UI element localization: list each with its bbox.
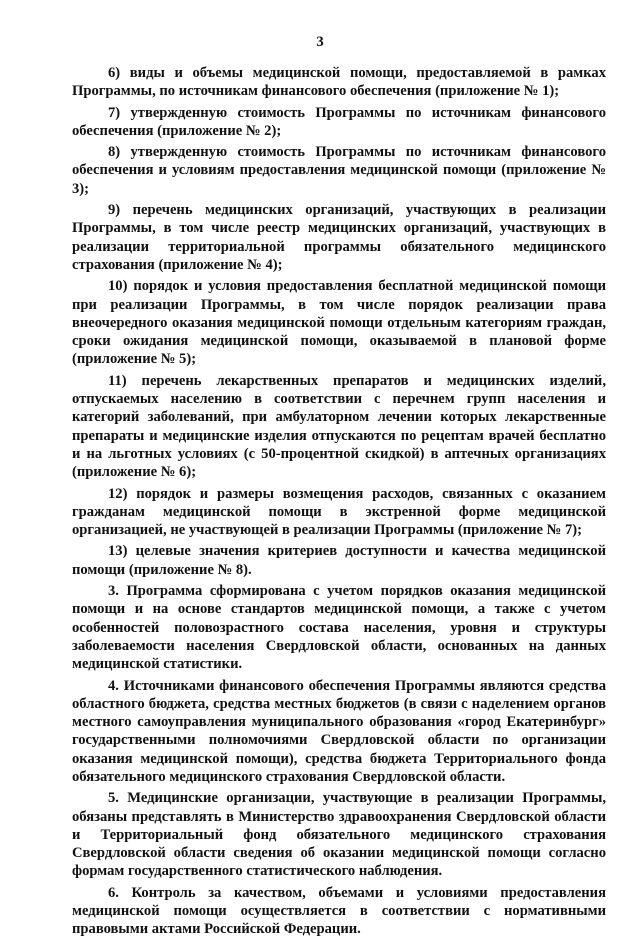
paragraph-item-9: 9) перечень медицинских организаций, участвующих в реализации Программы, в том числе реестр медицинских организаций, участвующих в реализации территориальной программы обязательного медицинского страхования (приложение № 4); — [72, 202, 606, 273]
paragraph-item-10: 10) порядок и условия предоставления бесплатной медицинской помощи при реализации Программы, в том числе порядок реализации права внеочередного оказания медицинской помощи отдельным категориям граждан, сроки ожидания медицинской помощи, оказываемой в плановой форме (приложение № 5); — [72, 278, 606, 368]
paragraph-section-4: 4. Источниками финансового обеспечения Программы являются средства областного бюджета, средства местных бюджетов (в связи с наделением органов местного самоуправления муниципального образования «город Екатеринбург» государственными полномочиями Свердловской области по организации оказания медицинской помощи), средства бюджета Территориального фонда обязательного медицинского страхования Свердловской области. — [72, 677, 606, 785]
paragraph-item-8: 8) утвержденную стоимость Программы по источникам финансового обеспечения и условиям предоставления медицинской помощи (приложение № 3); — [72, 144, 606, 197]
document-body — [72, 64, 606, 942]
paragraph-item-13: 13) целевые значения критериев доступности и качества медицинской помощи (приложение № 8). — [72, 543, 606, 578]
paragraph-item-11: 11) перечень лекарственных препаратов и медицинских изделий, отпускаемых населению в соответствии с перечнем групп населения и категорий заболеваний, при амбулаторном лечении которых лекарственные препараты и медицинские изделия отпускаются по рецептам врачей бесплатно и на льготных условиях (с 50-процентной скидкой) в аптечных организациях (приложение № 6); — [72, 372, 606, 481]
page-number: 3 — [316, 34, 324, 50]
paragraph-item-12: 12) порядок и размеры возмещения расходов, связанных с оказанием гражданам медицинской помощи в экстренной форме медицинской организацией, не участвующей в реализации Программы (приложение № 7); — [72, 485, 606, 539]
paragraph-item-6: 6) виды и объемы медицинской помощи, предоставляемой в рамках Программы, по источникам финансового обеспечения (приложение № 1); — [72, 65, 606, 100]
paragraph-section-5: 5. Медицинские организации, участвующие в реализации Программы, обязаны представлять в Министерство здравоохранения Свердловской области и Территориальный фонд обязательного медицинского страхования Свердловской области сведения об оказании медицинской помощи согласно формам государственного статистического наблюдения. — [72, 790, 606, 880]
paragraph-section-3: 3. Программа сформирована с учетом порядков оказания медицинской помощи и на основе стандартов медицинской помощи, а также с учетом особенностей половозрастного состава населения, уровня и структуры заболеваемости населения Свердловской области, основанных на данных медицинской статистики. — [72, 583, 606, 673]
paragraph-item-7: 7) утвержденную стоимость Программы по источникам финансового обеспечения (приложение № 2); — [72, 104, 606, 139]
paragraph-section-6: 6. Контроль за качеством, объемами и условиями предоставления медицинской помощи осуществляется в соответствии с нормативными правовыми актами Российской Федерации. — [72, 884, 606, 938]
